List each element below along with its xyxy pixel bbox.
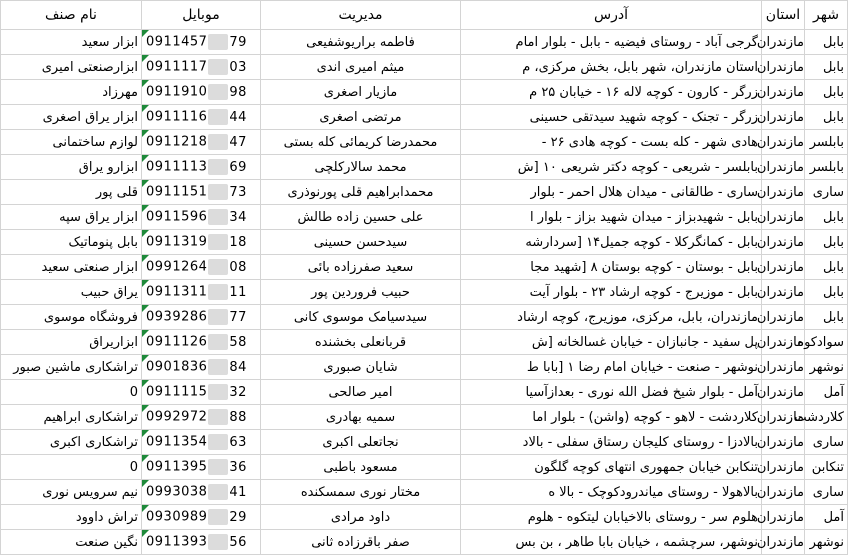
header-name[interactable]: نام صنف [1,1,142,30]
cell-province[interactable]: مازندران [762,130,805,155]
redacted-digits [208,284,228,300]
mobile-suffix: 56 [229,534,247,550]
cell-province[interactable]: مازندران [762,530,805,555]
cell-name[interactable]: مهرزاد [1,80,142,105]
mobile-suffix: 73 [229,184,247,200]
cell-manager[interactable]: امیر صالحی [261,380,461,405]
mobile-prefix: 0911218 [146,134,208,150]
error-indicator-icon [142,30,149,37]
cell-name[interactable]: ابزارصنعتی امیری [1,55,142,80]
cell-mobile[interactable] [142,180,261,205]
mobile-prefix: 0911319 [146,234,208,250]
cell-name[interactable]: نیم سرویس نوری [1,480,142,505]
redacted-digits [208,484,228,500]
cell-manager[interactable]: مازیار اصغری [261,80,461,105]
cell-name[interactable]: ابزار سعید [1,30,142,55]
cell-city[interactable]: بابل [805,205,848,230]
mobile-prefix: 0911596 [146,209,208,225]
redacted-digits [208,34,228,50]
error-indicator-icon [142,230,149,237]
mobile-prefix: 0901836 [146,359,208,375]
mobile-suffix: 18 [229,234,247,250]
error-indicator-icon [142,530,149,537]
cell-city[interactable]: ساری [805,180,848,205]
cell-province[interactable]: مازندران [762,480,805,505]
cell-address[interactable]: بالاهولا - روستای میاندرودکوچک - بالا ه [461,480,762,505]
error-indicator-icon [142,180,149,187]
table-row [1,380,848,405]
cell-mobile[interactable] [142,405,261,430]
cell-province[interactable]: مازندران [762,305,805,330]
cell-manager[interactable]: سیدحسن حسینی [261,230,461,255]
cell-mobile[interactable] [142,30,261,55]
cell-address[interactable]: بابل - کمانگرکلا - کوچه جمیل۱۴ [سردارشه [461,230,762,255]
redacted-digits [208,159,228,175]
redacted-digits [208,359,228,375]
cell-province[interactable]: مازندران [762,430,805,455]
table-row [1,480,848,505]
cell-address[interactable]: پل سفید - جانبازان - خیابان غسالخانه [ش [461,330,762,355]
cell-manager[interactable]: داود مرادی [261,505,461,530]
cell-mobile[interactable] [142,355,261,380]
cell-province[interactable]: مازندران [762,280,805,305]
error-indicator-icon [142,80,149,87]
cell-city[interactable]: بابلسر [805,155,848,180]
error-indicator-icon [142,255,149,262]
cell-manager[interactable]: سمیه بهادری [261,405,461,430]
cell-address[interactable]: نوشهر - صنعت - خیابان امام رضا ۱ [بابا ط [461,355,762,380]
cell-name[interactable]: تراش داوود [1,505,142,530]
cell-address[interactable]: بابل - موزیرج - کوچه ارشاد ۲۳ - بلوار آیت [461,280,762,305]
mobile-prefix: 0911113 [146,159,208,175]
error-indicator-icon [142,155,149,162]
cell-mobile[interactable] [142,105,261,130]
redacted-digits [208,334,228,350]
cell-province[interactable]: مازندران [762,80,805,105]
table-row [1,330,848,355]
cell-address[interactable]: نوشهر، سرچشمه ، خیابان بابا طاهر ، بن بس [461,530,762,555]
cell-province[interactable]: مازندران [762,455,805,480]
cell-mobile[interactable] [142,530,261,555]
cell-city[interactable]: بابل [805,305,848,330]
table-row [1,430,848,455]
cell-name[interactable]: ابزار یراق اصغری [1,105,142,130]
mobile-prefix: 0911910 [146,84,208,100]
table-row [1,155,848,180]
cell-address[interactable]: بابل - شهیدبزاز - میدان شهید بزاز - بلوار ا [461,205,762,230]
cell-manager[interactable]: قربانعلی بخشنده [261,330,461,355]
cell-address[interactable]: بالادزا - روستای کلیجان رستاق سفلی - بالاد [461,430,762,455]
cell-city[interactable]: بابل [805,30,848,55]
cell-province[interactable]: مازندران [762,55,805,80]
mobile-prefix: 0911126 [146,334,208,350]
cell-manager[interactable]: علی حسین زاده طالش [261,205,461,230]
cell-mobile[interactable] [142,305,261,330]
cell-city[interactable]: آمل [805,505,848,530]
cell-city[interactable]: نوشهر [805,355,848,380]
redacted-digits [208,409,228,425]
table-row [1,355,848,380]
cell-manager[interactable]: محمدرضا کریمائی کله بستی [261,130,461,155]
error-indicator-icon [142,280,149,287]
cell-name[interactable]: ابزاریراق [1,330,142,355]
table-row [1,505,848,530]
mobile-suffix: 98 [229,84,247,100]
cell-manager[interactable]: محمدابراهیم قلی پورنوذری [261,180,461,205]
cell-name[interactable]: 0 [1,455,142,480]
cell-province[interactable]: مازندران [762,230,805,255]
cell-province[interactable]: مازندران [762,255,805,280]
cell-city[interactable]: تنکابن [805,455,848,480]
header-mobile[interactable]: موبایل [142,1,261,30]
header-row [1,1,848,30]
mobile-suffix: 03 [229,59,247,75]
cell-city[interactable]: بابل [805,55,848,80]
mobile-prefix: 0911354 [146,434,208,450]
cell-name[interactable]: فروشگاه موسوی [1,305,142,330]
cell-address[interactable]: زرگر - کارون - کوچه لاله ۱۶ - خیابان ۲۵ م [461,80,762,105]
table-row [1,205,848,230]
cell-mobile[interactable] [142,155,261,180]
redacted-digits [208,184,228,200]
error-indicator-icon [142,380,149,387]
mobile-suffix: 63 [229,434,247,450]
cell-mobile[interactable] [142,280,261,305]
error-indicator-icon [142,480,149,487]
cell-province[interactable]: مازندران [762,180,805,205]
cell-mobile[interactable] [142,455,261,480]
cell-mobile[interactable] [142,55,261,80]
cell-address[interactable]: بابل - بوستان - کوچه بوستان ۸ [شهید مجا [461,255,762,280]
cell-name[interactable]: تراشکاری ماشین صبور [1,355,142,380]
redacted-digits [208,134,228,150]
cell-city[interactable]: بابل [805,280,848,305]
cell-mobile[interactable] [142,330,261,355]
cell-manager[interactable]: محمد سالارکلچی [261,155,461,180]
error-indicator-icon [142,55,149,62]
cell-province[interactable]: مازندران [762,505,805,530]
mobile-suffix: 11 [229,284,247,300]
mobile-suffix: 79 [229,34,247,50]
mobile-prefix: 0939286 [146,309,208,325]
mobile-prefix: 0911393 [146,534,208,550]
redacted-digits [208,384,228,400]
cell-manager[interactable]: سعید صفرزاده بائی [261,255,461,280]
cell-name[interactable]: ابزارو یراق [1,155,142,180]
cell-manager[interactable]: مسعود باطبی [261,455,461,480]
error-indicator-icon [142,305,149,312]
cell-city[interactable]: ساری [805,480,848,505]
cell-name[interactable]: ابزار یراق سپه [1,205,142,230]
mobile-prefix: 0911395 [146,459,208,475]
cell-city[interactable]: آمل [805,380,848,405]
table-row [1,305,848,330]
cell-address[interactable]: هادی شهر - کله بست - کوچه هادی ۲۶ - [461,130,762,155]
table-row [1,530,848,555]
cell-province[interactable]: مازندران [762,155,805,180]
mobile-prefix: 0911117 [146,59,208,75]
redacted-digits [208,84,228,100]
cell-manager[interactable]: میثم امیری اندی [261,55,461,80]
cell-address[interactable]: زرگر - تجنک - کوچه شهید سیدتقی حسینی [461,105,762,130]
cell-address[interactable]: مازندران، بابل، مرکزی، موزیرج، کوچه ارشاد [461,305,762,330]
cell-name[interactable]: یراق حبیب [1,280,142,305]
redacted-digits [208,259,228,275]
cell-province[interactable]: مازندران [762,205,805,230]
cell-name[interactable]: لوازم ساختمانی [1,130,142,155]
error-indicator-icon [142,130,149,137]
mobile-suffix: 47 [229,134,247,150]
mobile-suffix: 08 [229,259,247,275]
cell-city[interactable]: ساری [805,430,848,455]
cell-province[interactable]: مازندران [762,30,805,55]
cell-manager[interactable]: شایان صبوری [261,355,461,380]
error-indicator-icon [142,205,149,212]
cell-province[interactable]: مازندران [762,355,805,380]
mobile-suffix: 58 [229,334,247,350]
table-row [1,230,848,255]
mobile-prefix: 0911151 [146,184,208,200]
redacted-digits [208,534,228,550]
cell-address[interactable]: تنکابن خیابان جمهوری انتهای کوچه گلگون [461,455,762,480]
header-manager[interactable]: مدیریت [261,1,461,30]
cell-city[interactable]: بابل [805,255,848,280]
mobile-suffix: 41 [229,484,247,500]
mobile-suffix: 88 [229,409,247,425]
cell-name[interactable]: نگین صنعت [1,530,142,555]
error-indicator-icon [142,355,149,362]
cell-name[interactable]: تراشکاری اکبری [1,430,142,455]
redacted-digits [208,109,228,125]
mobile-suffix: 44 [229,109,247,125]
cell-province[interactable]: مازندران [762,405,805,430]
cell-address[interactable]: هلوم سر - روستای بالاخیابان لیتکوه - هلوم [461,505,762,530]
cell-mobile[interactable] [142,255,261,280]
cell-city[interactable]: نوشهر [805,530,848,555]
redacted-digits [208,309,228,325]
cell-mobile[interactable] [142,480,261,505]
cell-manager[interactable]: حبیب فروردین پور [261,280,461,305]
cell-province[interactable]: مازندران [762,380,805,405]
error-indicator-icon [142,430,149,437]
mobile-prefix: 0911311 [146,284,208,300]
mobile-suffix: 77 [229,309,247,325]
cell-manager[interactable]: نجاتعلی اکبری [261,430,461,455]
error-indicator-icon [142,105,149,112]
cell-address[interactable]: کلاردشت - لاهو - کوچه (واشن) - بلوار اما [461,405,762,430]
table-row [1,405,848,430]
redacted-digits [208,209,228,225]
cell-address[interactable]: استان مازندران، شهر بابل، بخش مرکزی، م [461,55,762,80]
cell-name[interactable]: 0 [1,380,142,405]
cell-city[interactable]: بابلسر [805,130,848,155]
redacted-digits [208,509,228,525]
cell-province[interactable]: مازندران [762,330,805,355]
mobile-suffix: 32 [229,384,247,400]
mobile-prefix: 0991264 [146,259,208,275]
cell-city[interactable]: بابل [805,105,848,130]
mobile-prefix: 0992972 [146,409,208,425]
redacted-digits [208,459,228,475]
error-indicator-icon [142,505,149,512]
cell-mobile[interactable] [142,430,261,455]
cell-name[interactable]: بابل پنوماتیک [1,230,142,255]
cell-mobile[interactable] [142,230,261,255]
cell-name[interactable]: قلی پور [1,180,142,205]
mobile-suffix: 34 [229,209,247,225]
redacted-digits [208,59,228,75]
cell-manager[interactable]: مرتضی اصغری [261,105,461,130]
table-row [1,280,848,305]
cell-name[interactable]: تراشکاری ابراهیم [1,405,142,430]
cell-manager[interactable]: مختار نوری سمسکنده [261,480,461,505]
cell-address[interactable]: گرجی آباد - روستای فیضیه - بابل - بلوار امام [461,30,762,55]
table-row [1,30,848,55]
cell-mobile[interactable] [142,380,261,405]
mobile-prefix: 0911457 [146,34,208,50]
cell-address[interactable]: آمل - بلوار شیخ فضل الله نوری - بعدازآسیا [461,380,762,405]
cell-manager[interactable]: سیدسیامک موسوی کانی [261,305,461,330]
cell-city[interactable]: بابل [805,80,848,105]
cell-mobile[interactable] [142,130,261,155]
error-indicator-icon [142,405,149,412]
mobile-suffix: 84 [229,359,247,375]
mobile-suffix: 29 [229,509,247,525]
redacted-digits [208,234,228,250]
cell-city[interactable]: سوادکوه [805,330,848,355]
cell-city[interactable]: کلاردشت [805,405,848,430]
cell-province[interactable]: مازندران [762,105,805,130]
mobile-suffix: 69 [229,159,247,175]
header-province[interactable]: استان [762,1,805,30]
mobile-prefix: 0993038 [146,484,208,500]
cell-city[interactable]: بابل [805,230,848,255]
table-row [1,130,848,155]
cell-address[interactable]: ساری - طالقانی - میدان هلال احمر - بلوار [461,180,762,205]
cell-manager[interactable]: فاطمه براریوشفیعی [261,30,461,55]
cell-manager[interactable]: صفر باقرزاده ثانی [261,530,461,555]
table-row [1,255,848,280]
mobile-prefix: 0911116 [146,109,208,125]
mobile-suffix: 36 [229,459,247,475]
cell-mobile[interactable] [142,205,261,230]
table-row [1,180,848,205]
header-address[interactable]: آدرس [461,1,762,30]
error-indicator-icon [142,330,149,337]
cell-address[interactable]: بابلسر - شریعی - کوچه دکتر شریعی ۱۰ [ش [461,155,762,180]
table-row [1,80,848,105]
table-row [1,455,848,480]
header-city[interactable]: شهر [805,1,848,30]
cell-mobile[interactable] [142,505,261,530]
redacted-digits [208,434,228,450]
table-row [1,105,848,130]
mobile-prefix: 0930989 [146,509,208,525]
error-indicator-icon [142,455,149,462]
cell-mobile[interactable] [142,80,261,105]
cell-name[interactable]: ابزار صنعتی سعید [1,255,142,280]
mobile-prefix: 0911115 [146,384,208,400]
table-row [1,55,848,80]
